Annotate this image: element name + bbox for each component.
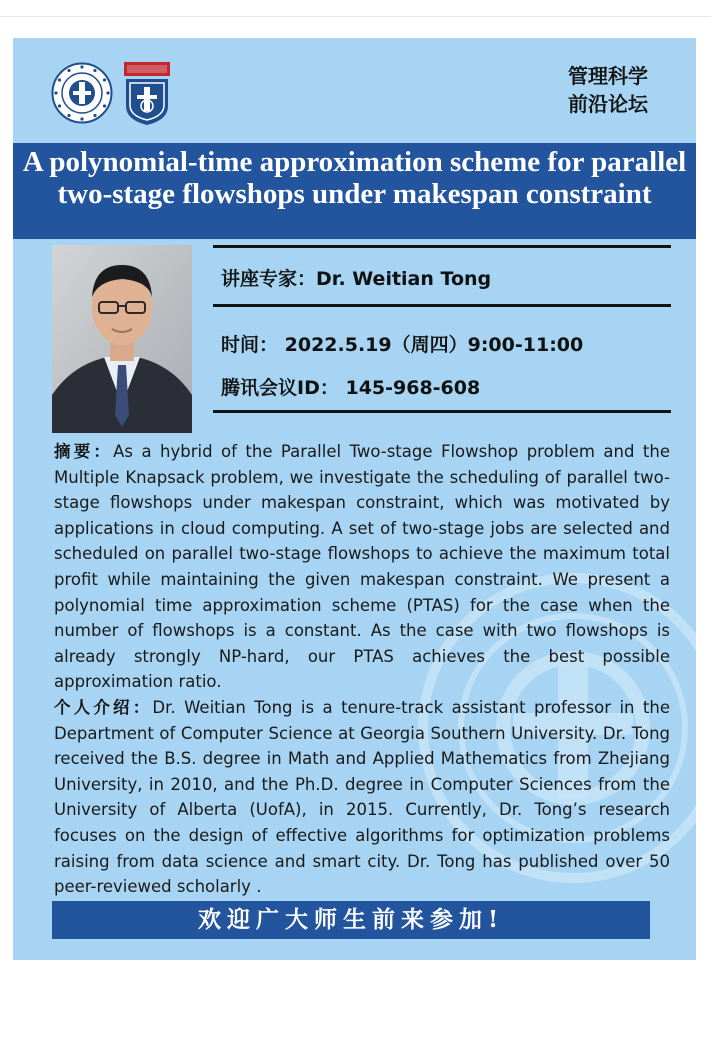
- lecture-title: A polynomial-time approximation scheme for parallel two-stage flowshops under makespan constraint: [22, 146, 687, 210]
- forum-line-1: 管理科学: [568, 64, 648, 88]
- time-label: 时间：: [221, 334, 279, 356]
- xjtu-logo: [51, 62, 113, 124]
- bio-label: 个人介绍：: [54, 697, 153, 717]
- meeting-id: 145-968-608: [345, 377, 481, 399]
- speaker-portrait-image: [52, 245, 192, 433]
- abstract-paragraph: [54, 439, 670, 695]
- management-school-logo: [124, 62, 170, 126]
- abstract-text: As a hybrid of the Parallel Two-stage Flowshop problem and the Multiple Knapsack problem, we investigate the scheduling of parallel two-stage flowshops under makespan constraint, which was motivated by applications in cloud computing. A set of two-stage jobs are selected and scheduled on parallel two-stage flowshops to achieve the maximum total profit while maintaining the given makespan constraint. We present a polynomial time approximation scheme (PTAS) for the case when the number of flowshops is a constant. As the case with two flowshops is already strongly NP-hard, our PTAS achieves the best possible approximation ratio.: [54, 442, 671, 692]
- forum-name: [553, 62, 663, 118]
- speaker-line: [221, 264, 491, 291]
- speaker-name: Dr. Weitian Tong: [316, 268, 492, 290]
- lecture-description: [54, 439, 670, 900]
- divider-line: [213, 245, 671, 248]
- lecture-poster: [13, 38, 696, 960]
- welcome-banner: 欢迎广大师生前来参加!: [52, 901, 650, 939]
- abstract-label: 摘要：: [54, 442, 114, 461]
- speaker-label: 讲座专家：: [221, 268, 317, 290]
- speaker-photo: [52, 245, 192, 433]
- time-line: [221, 330, 583, 357]
- bio-text: Dr. Weitian Tong is a tenure-track assistant professor in the Department of Computer Science at Georgia Southern University. Dr. Tong received the B.S. degree in Math and Applied Mathematics from Zhejiang University, in 2010, and the Ph.D. degree in Computer Sciences from the University of Alberta (UofA), in 2015. Currently, Dr. Tong’s research focuses on the design of effective algorithms for optimization problems raising from data science and smart city. Dr. Tong has published over 50 peer-reviewed scholarly .: [54, 697, 670, 897]
- bio-paragraph: [54, 695, 670, 900]
- meeting-line: [221, 373, 480, 400]
- top-divider: [0, 16, 711, 17]
- meeting-label: 腾讯会议ID：: [221, 377, 339, 399]
- time-value: 2022.5.19（周四）9:00-11:00: [284, 334, 584, 356]
- divider-line: [213, 410, 671, 413]
- forum-line-2: 前沿论坛: [568, 92, 648, 116]
- divider-line: [213, 304, 671, 307]
